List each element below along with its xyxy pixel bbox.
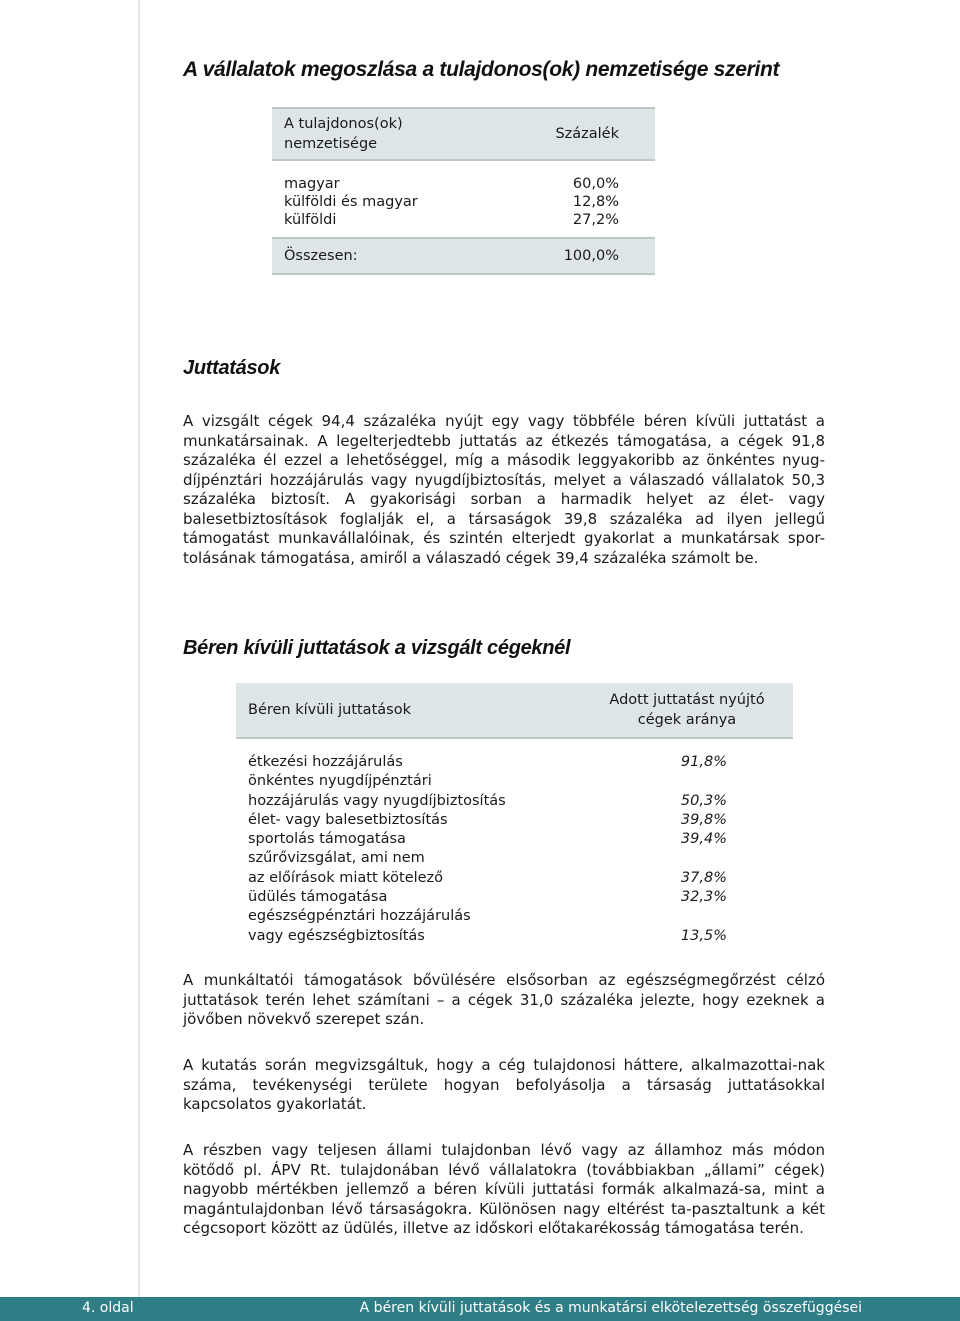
ownership-table — [272, 107, 655, 275]
header-company-share-line2: cégek aránya — [637, 712, 737, 728]
row-label: külföldi és magyar — [284, 194, 418, 210]
header-nationality-line1: A tulajdonos(ok) — [284, 116, 403, 132]
table-row — [236, 888, 793, 907]
header-nationality — [272, 108, 496, 160]
benefit-label — [236, 738, 581, 772]
table-row — [236, 811, 793, 830]
total-label: Összesen: — [272, 238, 496, 274]
benefit-label-line1: egészségpénztári hozzájárulás — [248, 908, 471, 925]
row-label: magyar — [284, 176, 340, 192]
table-row — [272, 211, 655, 238]
benefit-label — [236, 830, 581, 849]
heading-benefits: Juttatások — [183, 357, 281, 379]
benefit-label-line1: szűrővizsgálat, ami nem — [248, 850, 425, 867]
benefit-value: 91,8% — [680, 754, 727, 770]
total-value: 100,0% — [496, 238, 655, 274]
benefit-label — [236, 907, 581, 946]
benefits-table — [236, 683, 793, 946]
row-label: külföldi — [284, 212, 337, 228]
footer-title: A béren kívüli juttatások és a munkatársi elkötelezettség összefüggései — [359, 1300, 862, 1316]
benefit-value: 39,8% — [680, 811, 727, 828]
header-company-share-line1: Adott juttatást nyújtó — [609, 692, 765, 708]
header-percent: Százalék — [496, 108, 655, 160]
benefit-value: 50,3% — [680, 792, 727, 809]
benefit-label-line1: üdülés támogatása — [248, 889, 388, 906]
paragraph-research-scope: A kutatás során megvizsgáltuk, hogy a cég tulajdonosi háttere, alkalmazottai-nak száma, tevékenységi területe hogyan befolyásolja a társaság juttatásokkal kapcsolatos gyakorlatát. — [183, 1056, 825, 1113]
benefit-label-line1: sportolás támogatása — [248, 831, 406, 848]
benefit-label — [236, 772, 581, 811]
row-value: 60,0% — [572, 176, 619, 192]
benefit-label — [236, 811, 581, 830]
benefit-value: 37,8% — [680, 869, 727, 886]
benefit-label-line2: vagy egészségbiztosítás — [248, 927, 425, 944]
total-row — [272, 238, 655, 274]
header-benefit-type: Béren kívüli juttatások — [236, 683, 581, 738]
table-row — [236, 830, 793, 849]
benefit-label-line1: étkezési hozzájárulás — [248, 754, 403, 770]
row-value: 27,2% — [572, 212, 619, 228]
table-header-row — [272, 108, 655, 160]
row-value: 12,8% — [572, 194, 619, 210]
table-header-row — [236, 683, 793, 738]
benefit-label-line2: az előírások miatt kötelező — [248, 869, 444, 886]
table-row — [236, 907, 793, 946]
table-row — [272, 193, 655, 211]
benefit-label-line1: önkéntes nyugdíjpénztári — [248, 773, 432, 790]
paragraph-benefits-overview: A vizsgált cégek 94,4 százaléka nyújt egy vagy többféle béren kívüli juttatást a munkatársainak. A legelterjedtebb juttatás az étkezés támogatása, a cégek 91,8 százaléka él ezzel a lehetőséggel, míg a második leggyakoribb az önkéntes nyug-díjpénztári hozzájárulás vagy nyugdíjbiztosítás, melyet a válaszadó vállalatok 50,3 százaléka biztosít. A gyakorisági sorban a harmadik helyet az élet- vagy balesetbiztosítások foglalják el, a társaságok 39,8 százaléka ad ilyen jellegű támogatást munkavállalóinak, és szintén elterjedt gyakorlat a munkatársak spor-tolásának támogatása, amiről a válaszadó cégek 39,4 százaléka számolt be. — [183, 412, 825, 567]
table-row — [236, 772, 793, 811]
benefit-label — [236, 888, 581, 907]
header-nationality-line2: nemzetisége — [284, 136, 378, 152]
benefit-value: 13,5% — [680, 927, 727, 944]
page-left-margin — [0, 0, 140, 1297]
table-row — [236, 849, 793, 888]
benefit-label-line2: hozzájárulás vagy nyugdíjbiztosítás — [248, 792, 506, 809]
benefit-label-line1: élet- vagy balesetbiztosítás — [248, 811, 448, 828]
paragraph-health-benefits: A munkáltatói támogatások bővülésére elsősorban az egészségmegőrzést célzó juttatások terén lehet számítani – a cégek 31,0 százaléka jelezte, hogy ezeknek a jövőben növekvő szerepet szán. — [183, 971, 825, 1028]
heading-benefits-table: Béren kívüli juttatások a vizsgált cégeknél — [183, 637, 571, 659]
header-company-share — [581, 683, 793, 738]
benefit-value: 39,4% — [680, 831, 727, 848]
page-number: 4. oldal — [82, 1300, 134, 1316]
benefit-label — [236, 849, 581, 888]
paragraph-state-owned: A részben vagy teljesen állami tulajdonban lévő vagy az államhoz más módon kötődő pl. ÁPV Rt. tulajdonában lévő vállalatokra (továbbiakban „állami” cégek) nagyobb mértékben jellemző a béren kívüli juttatási formák alkalmazá-sa, mint a magántulajdonban lévő társaságokra. Különösen nagy eltérést ta-pasztaltunk a két cégcsoport között az üdülés, illetve az időskori előtakarékosság támogatása terén. — [183, 1141, 825, 1237]
table-row — [236, 738, 793, 772]
benefit-value: 32,3% — [680, 889, 727, 906]
heading-ownership-distribution: A vállalatok megoszlása a tulajdonos(ok) nemzetisége szerint — [183, 58, 780, 81]
page-footer — [0, 1297, 960, 1321]
table-row — [272, 160, 655, 193]
